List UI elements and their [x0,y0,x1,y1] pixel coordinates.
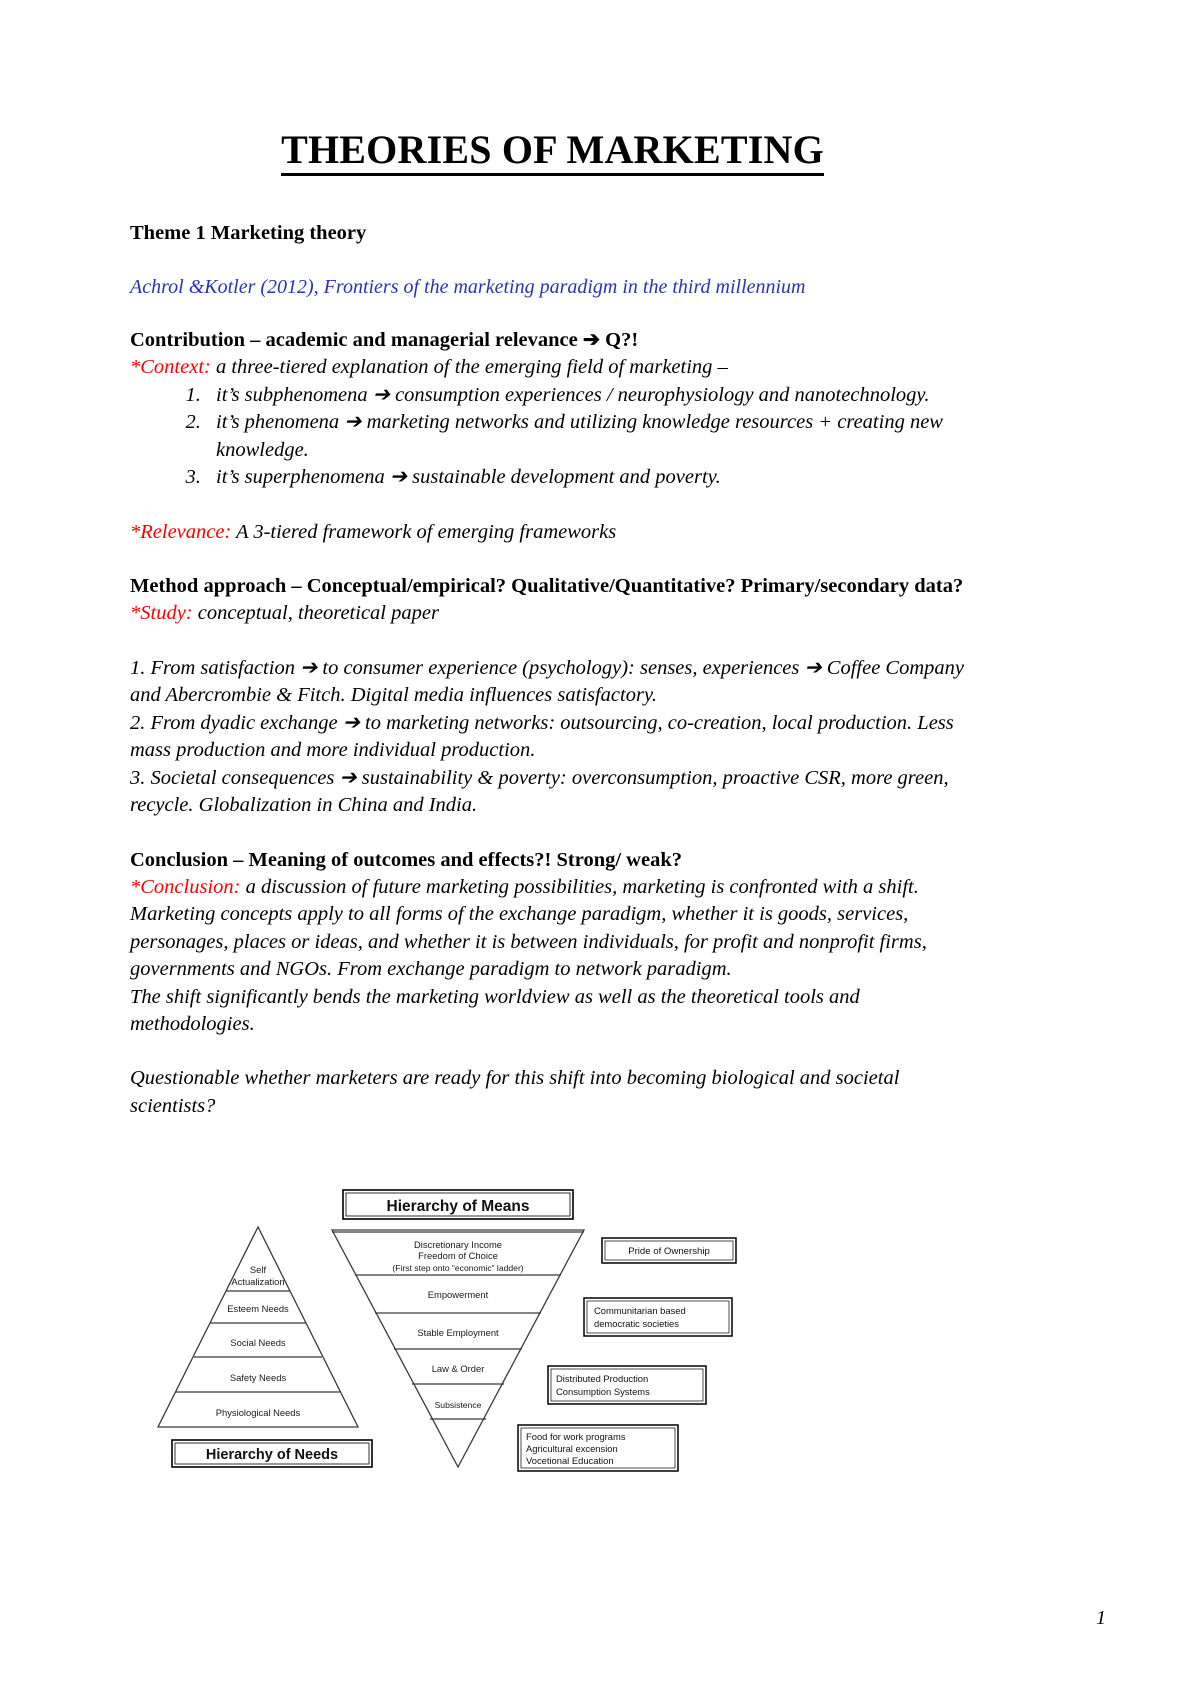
citation-line: Achrol &Kotler (2012), Frontiers of the marketing paradigm in the third millennium [130,276,806,299]
means-title-box [343,1190,573,1219]
method-point-2: 2. From dyadic exchange ➔ to marketing networks: outsourcing, co-creation, local production. Less mass production and more individual production. [130,711,954,762]
side-box-communitarian-societies [584,1298,732,1336]
side-box-line: Agricultural excension [526,1443,618,1454]
hierarchy-diagram-svg [150,1182,750,1482]
method-point-1: 1. From satisfaction ➔ to consumer experience (psychology): senses, experiences ➔ Coffee Company and Abercrombie & Fitch. Digital media influences satisfactory. [130,656,965,707]
relevance-line [130,519,975,546]
side-box-line: democratic societies [594,1318,679,1329]
contribution-list [130,382,975,492]
context-line [130,354,975,381]
conclusion-paragraph [130,874,975,984]
side-box-pride-of-ownership [602,1238,736,1263]
relevance-text: A 3-tiered framework of emerging frameworks [231,520,617,543]
study-line [130,600,975,627]
funnel-label-stable-employment: Stable Employment [417,1327,499,1338]
spacer [130,300,975,327]
method-point-3: 3. Societal consequences ➔ sustainability & poverty: overconsumption, proactive CSR, more green, recycle. Globalization in China and India. [130,766,949,817]
closing-question: Questionable whether marketers are ready for this shift into becoming biological and societal scientists? [130,1067,900,1117]
study-label: *Study: [130,602,193,625]
relevance-label: *Relevance: [130,520,232,543]
side-box-line: Vocetional Education [526,1455,614,1466]
spacer [130,546,975,573]
pyramid-label-social: Social Needs [230,1337,286,1348]
spacer [130,628,975,655]
funnel-label-subsistence: Subsistence [434,1400,482,1410]
spacer [130,1038,975,1065]
conclusion-heading: Conclusion – Meaning of outcomes and effects?! Strong/ weak? [130,848,682,871]
spacer [130,211,975,220]
side-box-food-for-work [518,1425,678,1471]
theme-heading: Theme 1 Marketing theory [130,222,367,244]
funnel-label-empowerment: Empowerment [427,1289,489,1300]
page-title-text: THEORIES OF MARKETING [281,128,824,176]
method-heading: Method approach – Conceptual/empirical? Qualitative/Quantitative? Primary/secondary data? [130,575,964,598]
funnel-label-freedom-of-choice: Freedom of Choice [418,1250,498,1261]
context-text: a three-tiered explanation of the emerging field of marketing – [210,356,728,379]
side-box-line: Distributed Production [556,1373,649,1384]
list-item: 2. it’s phenomena ➔ marketing networks and utilizing knowledge resources + creating new knowledge. [206,409,975,464]
pyramid-label-safety: Safety Needs [229,1372,287,1383]
study-text: conceptual, theoretical paper [192,602,439,625]
page-title [130,128,975,178]
pyramid-label-physiological: Physiological Needs [215,1407,301,1418]
contribution-heading: Contribution – academic and managerial relevance ➔ Q?! [130,329,639,352]
needs-title-box [172,1440,372,1467]
conclusion-label: *Conclusion: [130,875,241,898]
conclusion-text: a discussion of future marketing possibilities, marketing is confronted with a shift. Marketing concepts apply to all forms of the exchange paradigm, whether it is goods, services, personages, places or ideas, and whether it is between individuals, for profit and nonprofit firms, governments and NGOs. From exchange paradigm to network paradigm. [130,875,927,981]
conclusion-paragraph-2: The shift significantly bends the marketing worldview as well as the theoretical tools and methodologies. [130,985,860,1036]
funnel-label-discretionary-income: Discretionary Income [413,1239,503,1250]
needs-title-text: Hierarchy of Needs [205,1447,339,1463]
means-title-text: Hierarchy of Means [386,1198,530,1215]
context-label: *Context: [130,356,211,379]
list-item: 3. it’s superphenomena ➔ sustainable development and poverty. [206,464,975,491]
spacer [130,492,975,519]
pyramid-label-esteem: Esteem Needs [227,1303,289,1314]
list-item: 1. it’s subphenomena ➔ consumption experiences / neurophysiology and nanotechnology. [206,382,975,409]
spacer [130,178,975,211]
side-box-line: Pride of Ownership [628,1246,710,1257]
side-box-line: Food for work programs [526,1431,626,1442]
side-box-line: Communitarian based [594,1305,686,1316]
spacer [130,820,975,847]
pyramid-label-self: Self [249,1264,267,1275]
funnel-label-first-step: (First step onto “economic” ladder) [392,1263,524,1273]
side-box-line: Consumption Systems [556,1386,650,1397]
document-content [130,128,975,1120]
hierarchy-diagram [150,1182,750,1482]
funnel-label-law-and-order: Law & Order [431,1363,485,1374]
needs-pyramid [158,1227,358,1427]
spacer [130,247,975,274]
side-box-distributed-production [548,1366,706,1404]
page-number: 1 [1096,1607,1106,1629]
pyramid-label-actualization: Actualization [231,1276,285,1287]
